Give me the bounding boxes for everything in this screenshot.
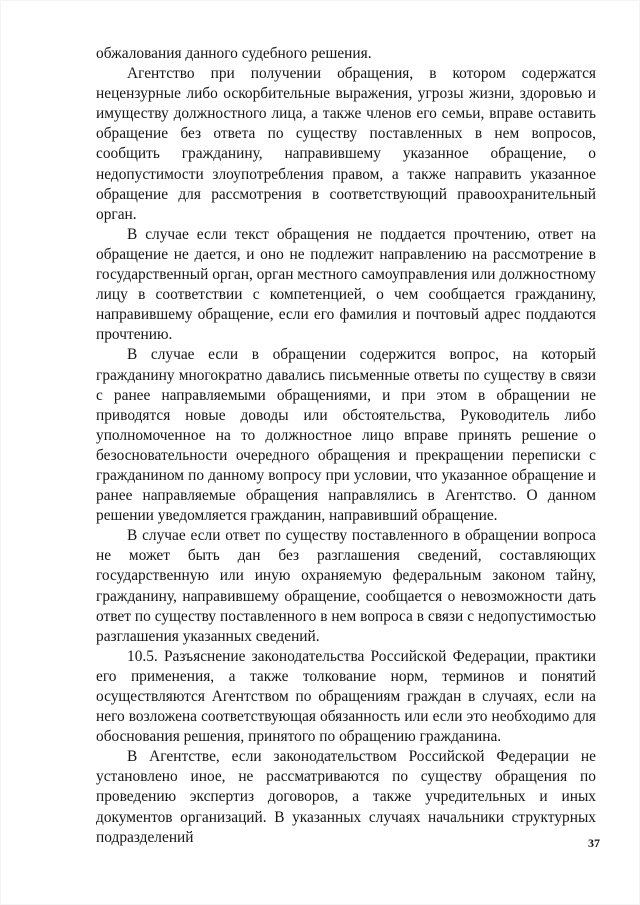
- page-number: 37: [588, 836, 600, 850]
- paragraph-repeated-appeals: В случае если в обращении содержится вопрос, на который гражданину многократно давались письменные ответы по существу в связи с ранее направляемыми обращениями, и при этом в обращении не приводятся новые доводы или обстоятельства, Руководитель либо уполномоченное на то должностное лицо вправе принять решение о безосновательности очередного обращения и прекращении переписки с гражданином по данному вопросу при условии, что указанное обращение и ранее направляемые обращения направлялись в Агентство. О данном решении уведомляется гражданин, направивший обращение.: [96, 346, 596, 525]
- paragraph-secret-information: В случае если ответ по существу поставленного в обращении вопроса не может быть дан без разглашения сведений, составляющих государственную или иную охраняемую федеральным законом тайну, гражданину, направившему обращение, сообщается о невозможности дать ответ по существу поставленного в нем вопроса в связи с недопустимостью разглашения указанных сведений.: [96, 527, 596, 645]
- paragraph-expertise-exclusion: В Агентстве, если законодательством Российской Федерации не установлено иное, не рассматриваются по существу обращения по проведению экспертиз договоров, а также учредительных и иных документов организаций. В указанных случаях начальники структурных подразделений: [96, 748, 596, 846]
- paragraph-continuation: обжалования данного судебного решения.: [96, 45, 372, 62]
- paragraph-obscene-appeals: Агентство при получении обращения, в котором содержатся нецензурные либо оскорбительные выражения, угрозы жизни, здоровью и имуществу должностного лица, а также членов его семьи, вправе оставить обращение без ответа по существу поставленных в нем вопросов, сообщить гражданину, направившему указанное обращение, о недопустимости злоупотребления правом, а также направить указанное обращение для рассмотрения в соответствующий правоохранительный орган.: [96, 65, 596, 223]
- paragraph-section-10-5: 10.5. Разъяснение законодательства Российской Федерации, практики его применения, а также толкование норм, терминов и понятий осуществляются Агентством по обращениям граждан в случаях, если на него возложена соответствующая обязанность или если это необходимо для обоснования решения, принятого по обращению гражданина.: [96, 647, 596, 746]
- paragraph-unreadable-appeals: В случае если текст обращения не поддается прочтению, ответ на обращение не дается, и оно не подлежит направлению на рассмотрение в государственный орган, орган местного самоуправления или должностному лицу в соответствии с компетенцией, о чем сообщается гражданину, направившему обращение, если его фамилия и почтовый адрес поддаются прочтению.: [96, 225, 596, 344]
- document-body: [96, 44, 596, 848]
